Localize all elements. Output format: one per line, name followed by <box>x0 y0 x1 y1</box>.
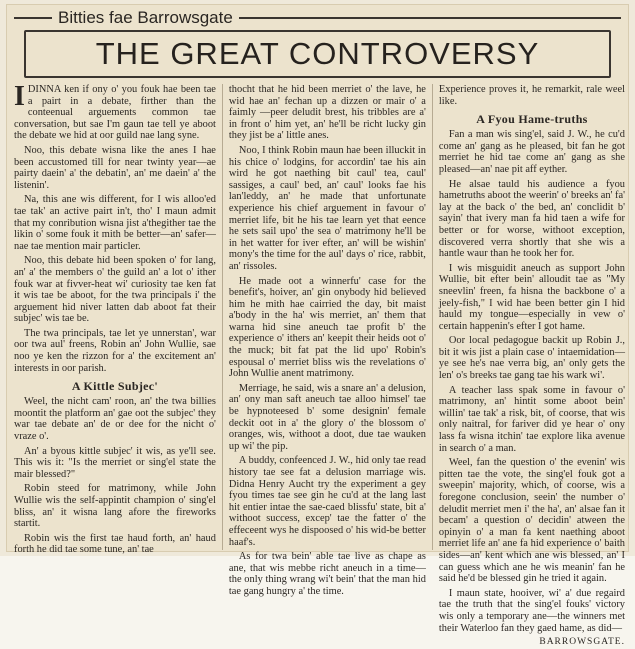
paragraph: Merriage, he said, wis a snare an' a delusion, an' ony man saft aneuch tae alloo himsel' tae be hypnoteesed b' some designin' female deckit oot in a' the glory o' the blossom o' oranges, wis, withoot a doot, due tae wauken up wi' the pip. <box>228 382 426 452</box>
column-3 <box>432 84 625 648</box>
paragraph: thocht that he hid been merriet o' the lave, he wid hae an' fechan up a dizzen or mair o' a faimly —peer deludit brest, his tribbles are a' in front o' him yet, an' he'll be richt lucky gin they jist be a' little anes. <box>228 84 426 142</box>
paragraph: He alsae tauld his audience a fyou hametruths aboot the weerin' o' breeks an' fa' lay at the back o' the bed, an' conclidit b' sayin' that ivery man fa hid taen a wife for better or for worse, withoot exception, discovered verra shortly that she wis a hantle waur than he took her for. <box>438 178 625 260</box>
kicker-row <box>14 7 621 29</box>
paragraph: Fan a man wis sing'el, said J. W., he cu'd come an' gang as he pleased, bit fan he got merriet he hid tae come an' gang as she pleased—an' nae pit aff eyther. <box>438 129 625 175</box>
paragraph: Robin steed for matrimony, while John Wullie wis the self-appintit champion o' sing'el bliss, an' it wisna lang afore the fireworks startit. <box>14 483 216 530</box>
paragraph: Experience proves it, he remarkit, rale weel like. <box>438 84 625 107</box>
paragraph: Weel, fan the question o' the evenin' wis pitten tae the vote, the sing'el fouk got a sweepin' majority, which, of coorse, wis a foregone conclusion, seein' the number o' deludit merriet men i' the ha', an' alsae fan it becam' a question o' decidin' atween the opinyin o' a man fa kent naething aboot merriet life an' ane fa hid experience o' baith sides—an' kent which ane wis blessed, an' I can guess which ane he wis meanin' fan he said he'd be blessed gin he tried it again. <box>438 457 625 585</box>
paragraph-text: DINNA ken if ony o' you fouk hae been tae a pairt in a debate, firther than the conteenual arguements common tae conversation, but sae I'm gaun tae tell ye aboot the debate we hid at oor guild nae lang syne. <box>14 84 216 142</box>
column-kicker: Bitties fae Barrowsgate <box>58 8 233 27</box>
paragraph: A teacher lass spak some in favour o' matrimony, an' hintit some aboot bein' willin' tae tak' a risk, bit, of coorse, that wis only naitral, for fariver did ye hear o' ony lass fa wisna itchin' tae explore lika avenue in search o' a man. <box>438 384 625 454</box>
kicker-rule-left <box>14 17 52 19</box>
article-header <box>6 4 629 80</box>
paragraph <box>14 81 216 142</box>
paragraph: I maun state, hooiver, wi' a' due regaird tae the truth that the sing'el fouks' victory wis only a temporary ane—the winners met their Waterloo fan they gaed hame, as did— <box>438 587 625 634</box>
paragraph: Robin wis the first tae haud forth, an' haud forth he did tae some tune, an' tae <box>14 532 216 556</box>
paragraph: Na, this ane wis different, for I wis alloo'ed tae tak' an active pairt in't, tho' I maun admit that my conribution wisna jist a'thegither tae the likin o' some fouk it mith be better—an' safer—nae tae mention mair particler. <box>14 194 216 252</box>
column-1 <box>14 81 222 556</box>
kicker-rule-right <box>239 17 621 19</box>
paragraph: A buddy, confeenced J. W., hid only tae read history tae see fat a delusion marriage wis. Didna Henry Aucht try the experiment a gey fyou times tae see gin he cu'd at the lang last hit entier intae the sae-caed blissfu' state, bit a' withoot success, excep' tae the fatter o' the effeceent wys he dispoosed o' his wid-be better haaf's. <box>228 455 426 548</box>
paragraph: Noo, this debate hid been spoken o' for lang, an' a' the members o' the guild an' a lot o' ither fouk war at fivver-heat wi' curiosity tae ken fat it wis tae be aboot, for the twa principals i' the arguement hid niver latten dab aboot fat their subjec' wis tae be. <box>14 255 216 325</box>
headline-box <box>24 30 611 78</box>
column-2 <box>222 84 432 597</box>
newspaper-clipping <box>6 4 629 648</box>
article-columns <box>14 81 625 648</box>
paragraph: As for twa bein' able tae live as chape as ane, that wis mebbe richt aneuch in a time—the only thing wrang wi't bein' that the man hid tae gang hungry a' the time. <box>228 551 426 597</box>
paragraph: An' a byous kittle subjec' it wis, as ye'll see. This wis it: "Is the merriet or sing'el state the mair blessed?" <box>14 445 216 480</box>
byline-signature: BARROWSGATE. <box>539 637 625 648</box>
drop-cap: I <box>14 81 25 112</box>
subheading: A Kittle Subjec' <box>71 379 159 394</box>
paragraph: Weel, the nicht cam' roon, an' the twa billies moontit the platform an' gae oot the subjec' they war tae debate an' de or dee for the nicht o' vraze o'. <box>14 396 216 443</box>
paragraph: I wis misguidit aneuch as support John Wullie, bit efter bein' alloudit tae as "My sneevlin' freen, fa hisna the backbone o' a jeely-fish," I wid hae been better gin I hid hauld my tongue—especially in vew o' certain happenin's efter I got hame. <box>438 262 625 332</box>
paragraph: Oor local pedagogue backit up Robin J., bit it wis jist a plain case o' intaemidation—ye see he's nae verra big, an' only gets the len' o's breeks tae gang tae his wark wi'. <box>438 335 625 382</box>
paragraph: Noo, this debate wisna like the anes I hae been accustomed till for near twinty year—ae pairty daein' a' the debatin', an' me daein' a' the listenin'. <box>14 144 216 191</box>
paragraph: He made oot a winnerfu' case for the benefit's, hoiver, an' gin onybody hid believed him he mith hae cairried the day, bit maist a'body in the ha' wis merriet, an' them that warna hid sine aneuch tae profit b' the experience o' ithers an' keepit their heids oot o' the muck; bit fat pat the lid upo' Robin's espousal o' merriet bliss wis the revelations o' John Wullie anent matrimony. <box>228 275 426 380</box>
headline: THE GREAT CONTROVERSY <box>95 36 540 71</box>
subheading: A Fyou Hame-truths <box>476 112 588 127</box>
paragraph: Noo, I think Robin maun hae been illuckit in his chice o' lodgins, for accordin' tae his ain wird he got naething bit caul' tea, caul' sassiges, a caul' bed, an' caul' looks fae his lan'leddy, an' he made that unfortunate experience his chief arguement in favour o' merriet life, bit he his tae learn yet that eence he sets sail upo' the sea o' matrimony he'll be in het watter for iver efter, an' will be wishin' mony's the time for the aul' days o' rice, rabbit, an' rissoles. <box>228 144 426 272</box>
paragraph: The twa principals, tae let ye unnerstan', war oor twa aul' freens, Robin an' John Wullie, sae noo ye ken the rizzon for a' the excitement an' interests in oor parish. <box>14 327 216 374</box>
